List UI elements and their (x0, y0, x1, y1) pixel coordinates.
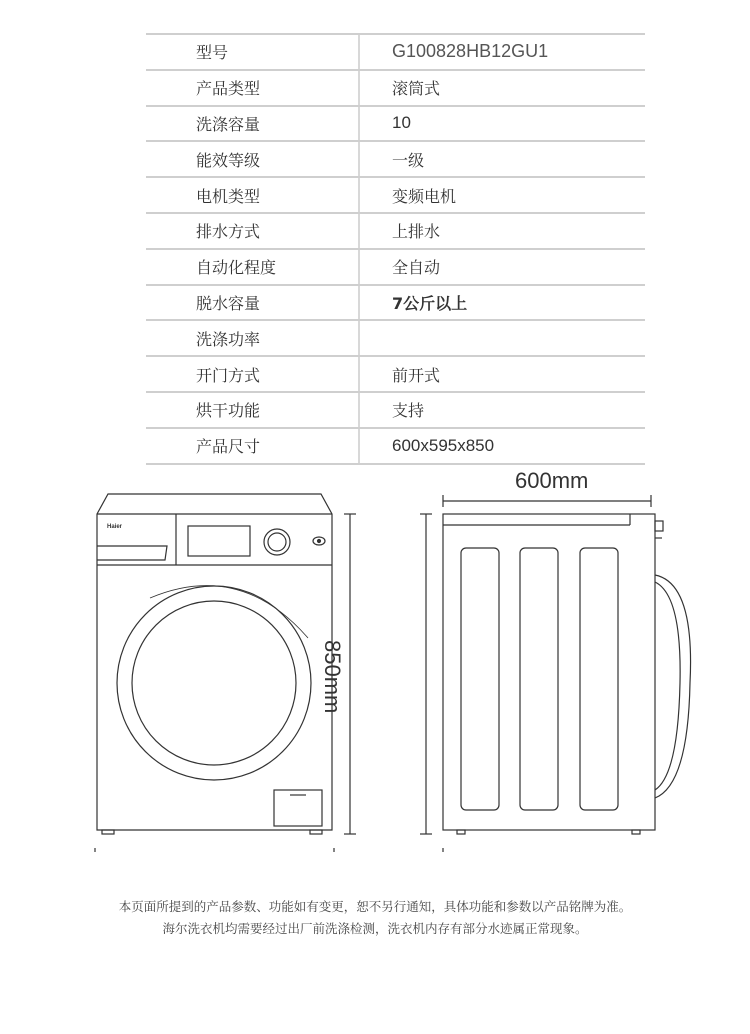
disclaimer-line-2: 海尔洗衣机均需要经过出厂前洗涤检测，洗衣机内存有部分水迹属正常现象。 (162, 921, 588, 936)
spec-row (146, 214, 645, 250)
width-label: 600mm (515, 468, 589, 493)
spec-value: 7公斤以上 (392, 293, 468, 313)
spec-key: 洗涤功率 (146, 321, 360, 355)
spec-value: 600x595x850 (392, 435, 495, 455)
spec-key: 型号 (146, 35, 360, 69)
spec-key: 自动化程度 (146, 250, 360, 284)
brand-logo: Haier (107, 524, 123, 530)
spec-value: 一级 (392, 150, 425, 170)
spec-key: 产品尺寸 (146, 429, 360, 463)
spec-value: 全自动 (392, 258, 441, 278)
spec-value: G100828HB12GU1 (392, 41, 549, 62)
washer-front-view (95, 494, 334, 852)
spec-row (146, 357, 645, 393)
spec-value (360, 321, 392, 355)
spec-row (146, 107, 645, 143)
spec-value: 变频电机 (392, 186, 457, 206)
width-dimension-line (443, 495, 651, 507)
spec-row (146, 393, 645, 429)
spec-key: 洗涤容量 (146, 107, 360, 141)
spec-row (146, 142, 645, 178)
spec-row (146, 286, 645, 322)
height-dimension-line (344, 514, 356, 834)
spec-row (146, 71, 645, 107)
spec-value: 前开式 (392, 365, 441, 385)
spec-value: 10 (392, 113, 411, 133)
spec-value: 滚筒式 (392, 79, 441, 99)
spec-key: 排水方式 (146, 214, 360, 248)
spec-key: 开门方式 (146, 357, 360, 391)
washer-side-view (420, 514, 691, 852)
spec-row (146, 250, 645, 286)
height-label: 850mm (320, 640, 345, 714)
disclaimer-line-1: 本页面所提到的产品参数、功能如有变更，恕不另行通知，具体功能和参数以产品铭牌为准。 (118, 899, 632, 914)
spec-row (146, 33, 645, 71)
spec-key: 电机类型 (146, 178, 360, 212)
washer-dimension-drawing (0, 460, 750, 860)
spec-row (146, 321, 645, 357)
spec-table (146, 33, 645, 465)
spec-value: 上排水 (392, 222, 441, 242)
spec-row (146, 178, 645, 214)
spec-key: 产品类型 (146, 71, 360, 105)
spec-key: 能效等级 (146, 142, 360, 176)
spec-value: 支持 (392, 401, 425, 421)
spec-key: 脱水容量 (146, 286, 360, 320)
spec-key: 烘干功能 (146, 393, 360, 427)
